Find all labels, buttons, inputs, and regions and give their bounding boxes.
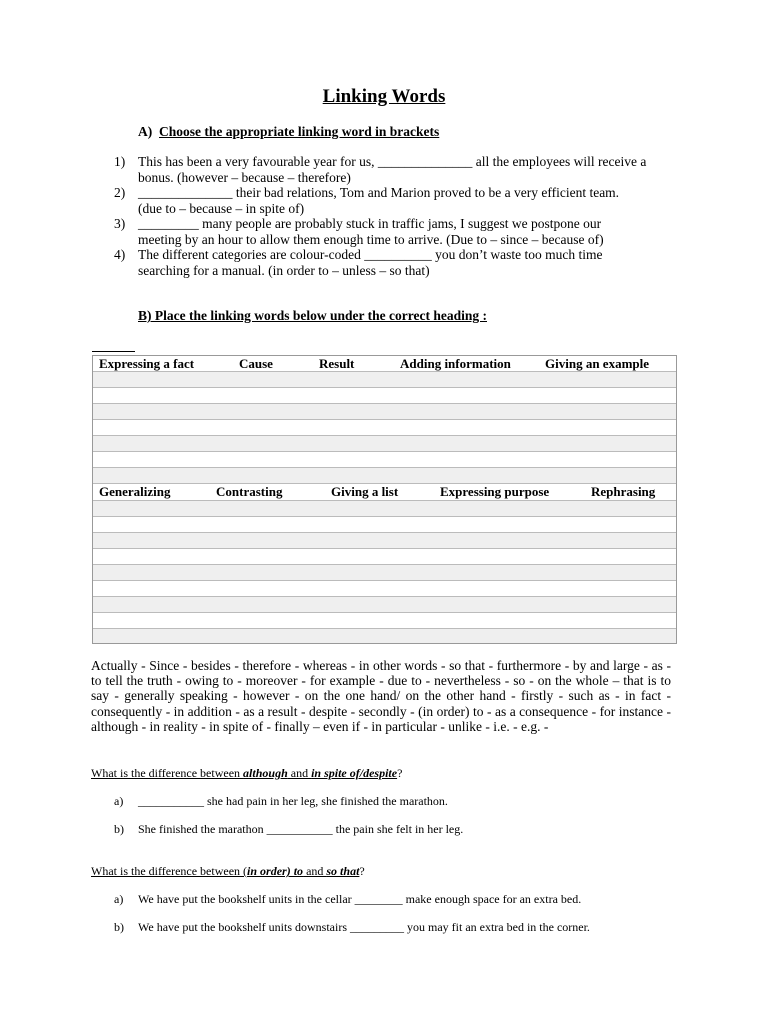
table-header-row — [93, 483, 676, 500]
section-a-heading — [138, 124, 439, 140]
short-rule — [92, 351, 135, 352]
question-text: ______________ their bad relations, Tom and Marion proved to be a very efficient team. (due to – because – in spite of) — [138, 185, 620, 216]
table-row[interactable] — [93, 467, 676, 483]
question-number: 3) — [114, 216, 126, 231]
table-header: Generalizing — [99, 484, 171, 499]
table-header: Expressing purpose — [440, 484, 550, 499]
table-row[interactable] — [93, 612, 676, 628]
table-row[interactable] — [93, 564, 676, 580]
table-row[interactable] — [93, 419, 676, 435]
table-row[interactable] — [93, 435, 676, 451]
table-header: Rephrasing — [591, 484, 656, 499]
question-number: 2) — [114, 185, 126, 200]
table-row[interactable] — [93, 548, 676, 564]
section-b-label: B) — [138, 308, 152, 323]
table-row[interactable] — [93, 628, 676, 643]
table-header: Expressing a fact — [99, 356, 195, 371]
question-number: 4) — [114, 247, 126, 262]
question-text: _________ many people are probably stuck in traffic jams, I suggest we postpone our meeting by an hour to allow them enough time to arrive. (Due to – since – because of) — [138, 216, 604, 247]
table-header-row — [93, 356, 676, 371]
table-row[interactable] — [93, 500, 676, 516]
table-row[interactable] — [93, 371, 676, 387]
table-row[interactable] — [93, 532, 676, 548]
difference-question-1: What is the difference between although and in spite of/despite? — [91, 766, 403, 780]
table-row[interactable] — [93, 451, 676, 467]
section-a-title: Choose the appropriate linking word in brackets — [159, 124, 440, 139]
table-row[interactable] — [93, 403, 676, 419]
page-title: Linking Words — [322, 86, 446, 107]
table-header: Contrasting — [216, 484, 283, 499]
section-a-label: A) — [138, 124, 153, 139]
question-number: 1) — [114, 154, 126, 169]
difference-question-2: What is the difference between (in order) to and so that? — [91, 864, 365, 878]
question-text: The different categories are colour-coded __________ you don’t waste too much time searching for a manual. (in order to – unless – so that) — [138, 247, 603, 278]
table-row[interactable] — [93, 596, 676, 612]
word-bank: Actually - Since - besides - therefore - whereas - in other words - so that - furthermore - by and large - as - to tell the truth - owing to - moreover - for example - due to - nevertheless - so - on the whole – that is to say - generally speaking - however - on the one hand/ on the other hand - firstly - such as - in fact - consequently - in addition - as a result - despite - secondly - (in order) to - as a consequence - for instance - although - in reality - in spite of - finally – even if - in particular - unlike - i.e. - e.g. - — [91, 658, 671, 734]
table-header: Giving an example — [545, 356, 650, 371]
table-header: Result — [319, 356, 355, 371]
table-header: Adding information — [400, 356, 511, 371]
section-b-title: Place the linking words below under the correct heading : — [151, 308, 487, 323]
table-row[interactable] — [93, 516, 676, 532]
section-b-heading — [138, 308, 487, 324]
question-text: This has been a very favourable year for us, ______________ all the employees will receive a bonus. (however – because – therefore) — [138, 154, 647, 185]
category-table — [92, 355, 677, 644]
table-row[interactable] — [93, 387, 676, 403]
table-header: Giving a list — [331, 484, 399, 499]
table-row[interactable] — [93, 580, 676, 596]
table-header: Cause — [239, 356, 273, 371]
